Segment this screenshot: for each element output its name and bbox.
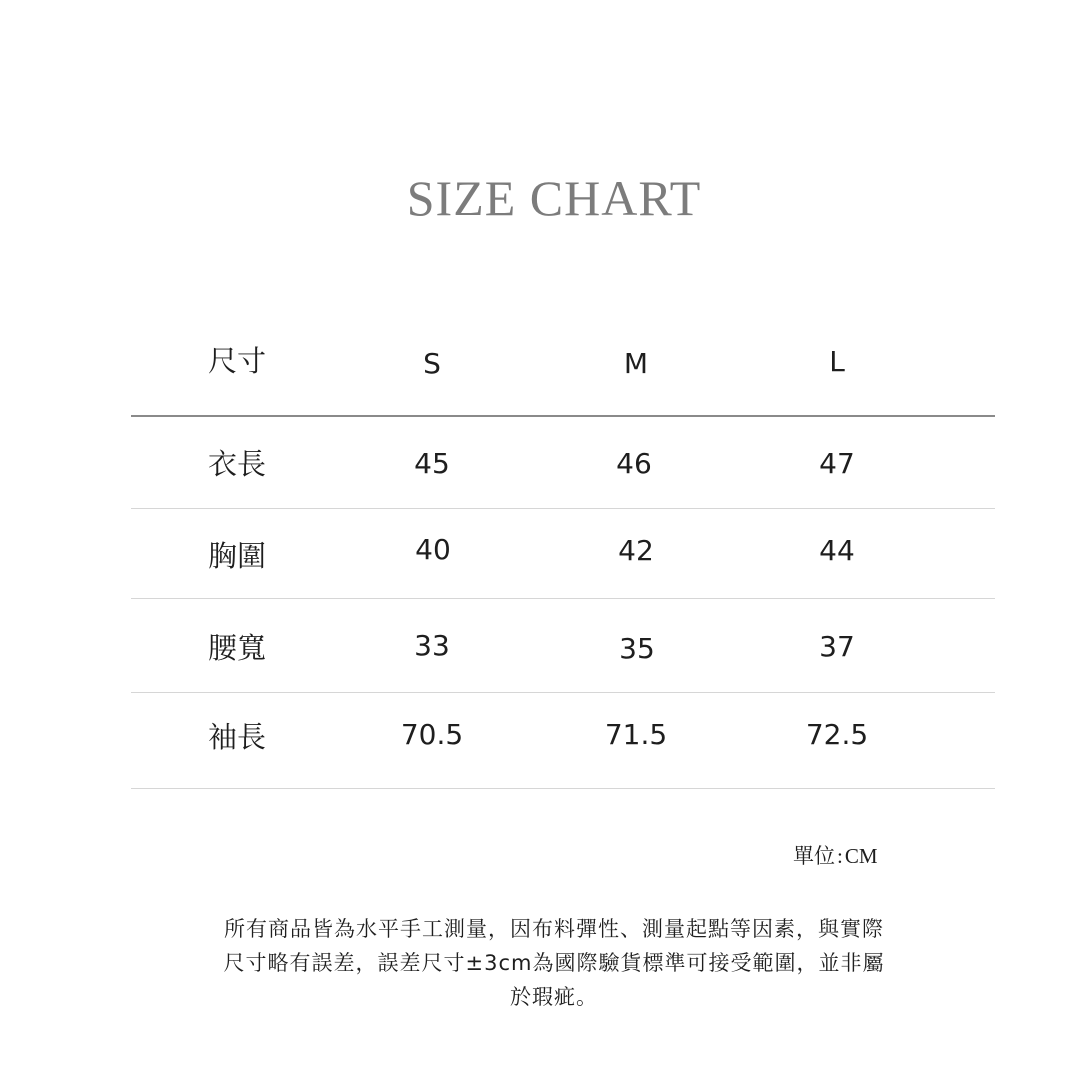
disclaimer-line: 尺寸略有誤差，誤差尺寸±3cm為國際驗貨標準可接受範圍，並非屬 <box>223 951 885 975</box>
table-cell: 71.5 <box>604 718 668 751</box>
table-cell: 72.5 <box>805 718 869 751</box>
unit-value: CM <box>844 844 878 868</box>
row-label: 袖長 <box>207 720 266 754</box>
table-cell: 42 <box>618 534 654 567</box>
row-divider <box>131 598 995 599</box>
row-divider <box>131 508 995 509</box>
header-label: 尺寸 <box>207 344 266 378</box>
row-label: 胸圍 <box>207 539 266 573</box>
row-label: 衣長 <box>207 447 266 481</box>
table-cell: 46 <box>616 447 652 480</box>
table-cell: 45 <box>414 447 450 480</box>
row-divider <box>131 788 995 789</box>
table-cell: 37 <box>819 630 855 663</box>
chart-title: SIZE CHART <box>406 170 702 226</box>
size-table <box>131 0 995 800</box>
table-cell: 47 <box>819 447 855 480</box>
disclaimer-line: 於瑕疵。 <box>510 985 598 1009</box>
table-cell: 35 <box>619 632 655 665</box>
row-label: 腰寬 <box>207 631 266 665</box>
header-size-s: S <box>423 347 441 380</box>
unit-label: 單位 <box>793 844 835 868</box>
table-cell: 33 <box>414 629 450 662</box>
table-cell: 40 <box>415 533 451 566</box>
header-divider <box>131 415 995 417</box>
table-cell: 70.5 <box>400 718 464 751</box>
unit-separator: : <box>837 844 843 868</box>
table-cell: 44 <box>819 534 855 567</box>
header-size-l: L <box>829 345 845 378</box>
row-divider <box>131 692 995 693</box>
unit-note <box>793 840 878 872</box>
disclaimer-line: 所有商品皆為水平手工測量，因布料彈性、測量起點等因素，與實際 <box>224 917 884 941</box>
measurement-disclaimer <box>170 912 938 1014</box>
header-size-m: M <box>623 347 649 380</box>
